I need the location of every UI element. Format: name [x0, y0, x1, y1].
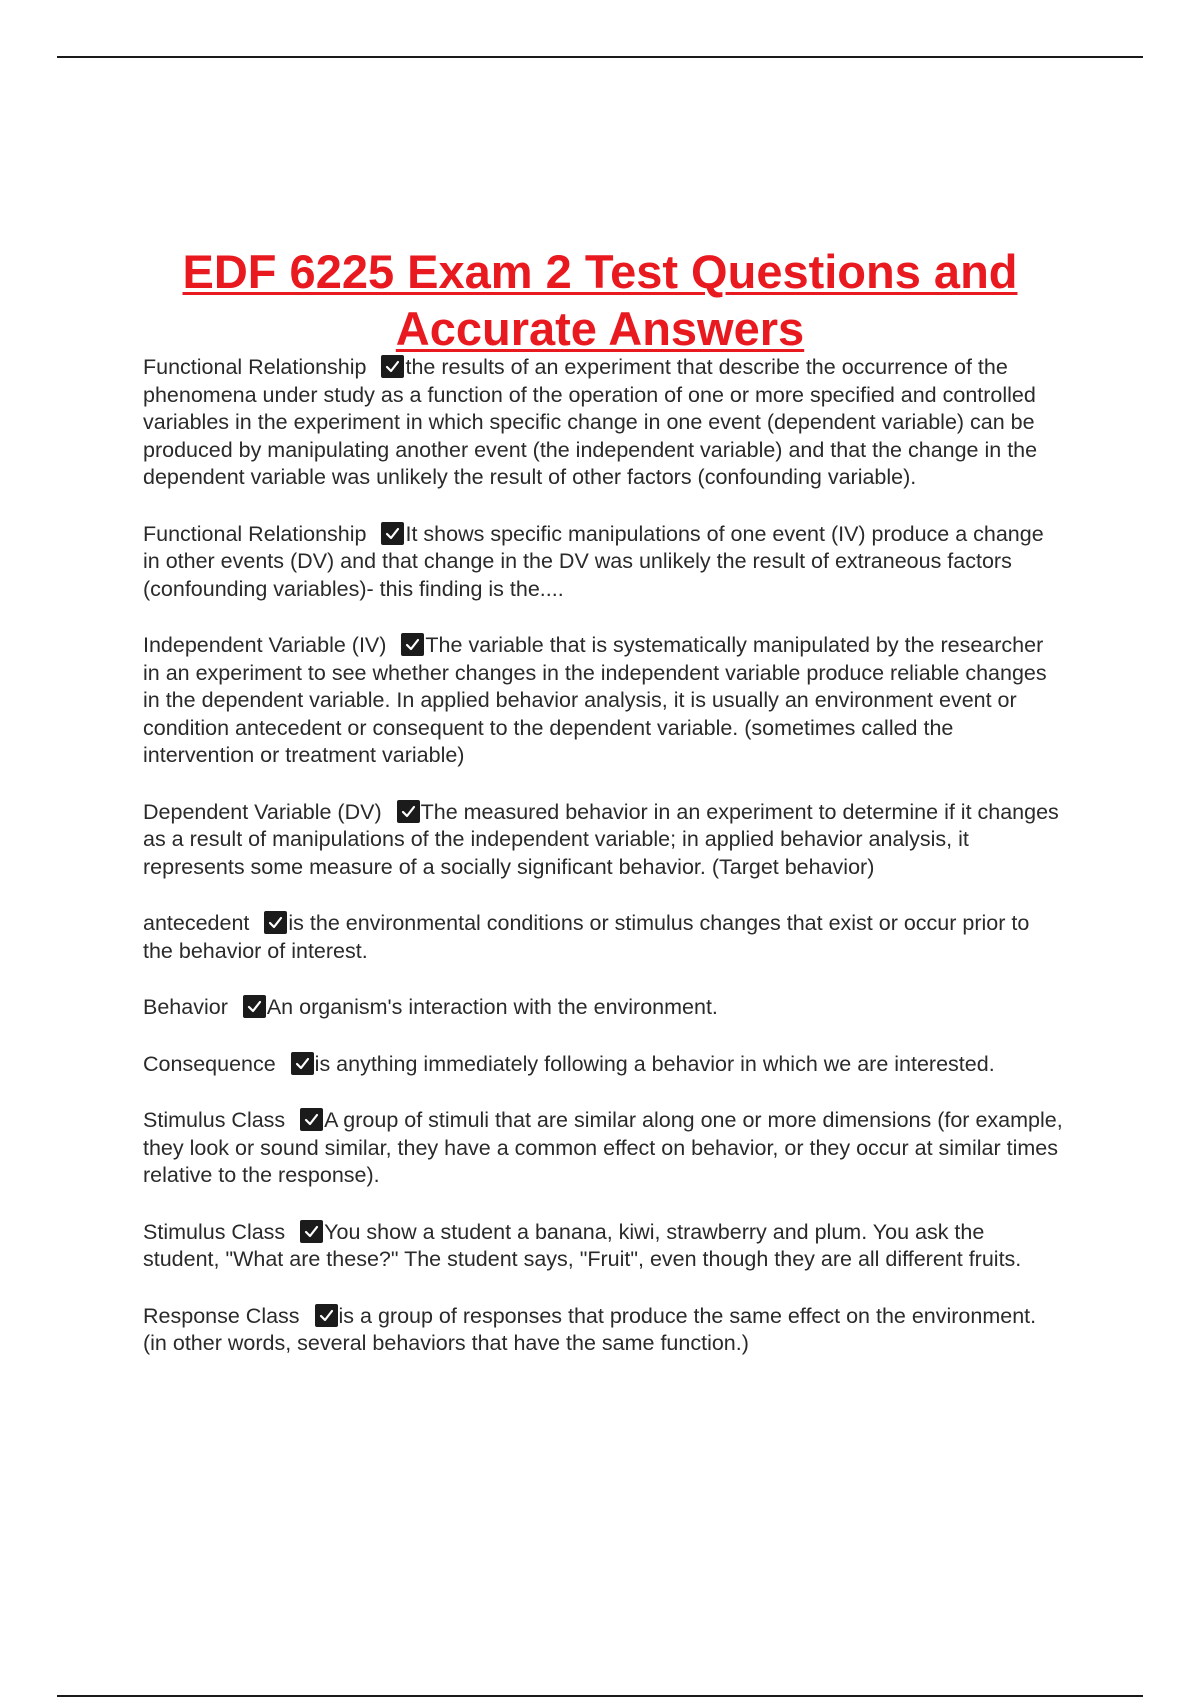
checkbox-checked-icon — [315, 1304, 338, 1327]
entry-term: Functional Relationship — [143, 355, 367, 379]
checkbox-checked-icon — [243, 995, 266, 1018]
qa-entry — [143, 521, 1063, 604]
checkbox-checked-icon — [401, 633, 424, 656]
entry-definition: is anything immediately following a behavior in which we are interested. — [314, 1051, 995, 1076]
entry-term: Response Class — [143, 1303, 300, 1328]
checkbox-checked-icon — [291, 1052, 314, 1075]
qa-entry — [143, 1219, 1063, 1274]
qa-entry — [143, 1303, 1063, 1358]
entry-definition: An organism's interaction with the environment. — [266, 995, 718, 1019]
page-title: EDF 6225 Exam 2 Test Questions and Accurate Answers — [182, 245, 1018, 356]
entry-term: Independent Variable (IV) — [143, 633, 387, 657]
checkbox-checked-icon — [300, 1108, 323, 1131]
entry-definition: You show a student a banana, kiwi, strawberry and plum. You ask the student, "What are these?" The student says, "Fruit", even though they are all different fruits. — [143, 1219, 1022, 1271]
qa-entry — [143, 994, 1063, 1022]
entry-definition: is a group of responses that produce the same effect on the environment. (in other words, several behaviors that have the same function.) — [143, 1303, 1037, 1355]
entry-term: Consequence — [143, 1051, 276, 1076]
entry-definition: The variable that is systematically manipulated by the researcher in an experiment to see whether changes in the independent variable produce reliable changes in the dependent variable. In applied behavior analysis, it is usually an environment event or condition antecedent or consequent to the dependent variable. (sometimes called the intervention or treatment variable) — [143, 633, 1047, 767]
entry-definition: A group of stimuli that are similar along one or more dimensions (for example, they look or sound similar, they have a common effect on behavior, or they occur at similar times relative to the response). — [143, 1108, 1063, 1187]
qa-entry — [143, 799, 1063, 882]
checkbox-checked-icon — [397, 800, 420, 823]
qa-entry — [143, 632, 1063, 770]
entry-term: Stimulus Class — [143, 1219, 286, 1244]
entry-definition: The measured behavior in an experiment to determine if it changes as a result of manipulations of the independent variable; in applied behavior analysis, it represents some measure of a socially significant behavior. (Target behavior) — [143, 799, 1059, 879]
bottom-rule — [57, 1695, 1143, 1697]
entry-definition: is the environmental conditions or stimulus changes that exist or occur prior to the behavior of interest. — [143, 911, 1030, 963]
top-rule — [57, 56, 1143, 58]
checkbox-checked-icon — [264, 911, 287, 934]
qa-entry — [143, 1107, 1063, 1190]
checkbox-checked-icon — [381, 355, 404, 378]
entry-term: Behavior — [143, 995, 228, 1019]
entry-definition: the results of an experiment that describe the occurrence of the phenomena under study as a function of the operation of one or more specified and controlled variables in the experiment in which specific change in one event (dependent variable) can be produced by manipulating another event (the independent variable) and that the change in the dependent variable was unlikely the result of other factors (confounding variable). — [143, 355, 1038, 489]
qa-entry — [143, 910, 1063, 965]
qa-entry — [143, 354, 1063, 492]
entry-term: antecedent — [143, 911, 250, 935]
entry-term: Stimulus Class — [143, 1108, 286, 1132]
entry-definition: It shows specific manipulations of one event (IV) produce a change in other events (DV) and that change in the DV was unlikely the result of extraneous factors (confounding variables)- this finding is the.... — [143, 521, 1044, 601]
entry-term: Functional Relationship — [143, 521, 367, 546]
checkbox-checked-icon — [381, 522, 404, 545]
checkbox-checked-icon — [300, 1220, 323, 1243]
qa-entry — [143, 1051, 1063, 1079]
entry-term: Dependent Variable (DV) — [143, 799, 382, 824]
qa-list — [143, 354, 1063, 1387]
